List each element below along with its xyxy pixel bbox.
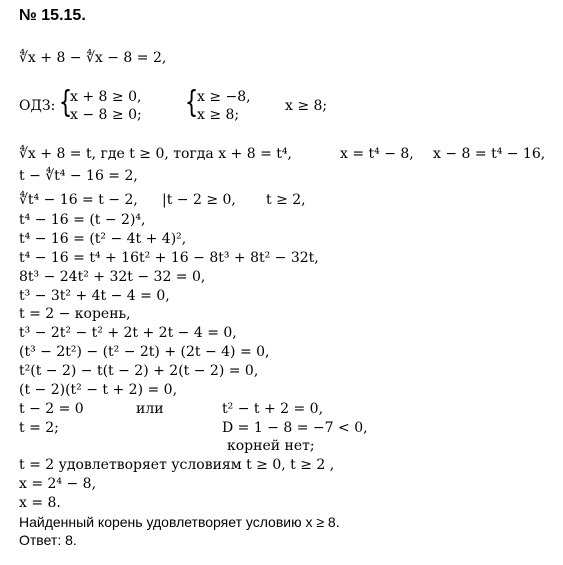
solution-line: (t − 2)(t² − t + 2) = 0, [19, 382, 178, 398]
odz-sys2-row2: x ≥ 8; [197, 107, 240, 123]
conclusion: Найденный корень удовлетворяет условию x ≥ 8. [19, 514, 340, 530]
solution-line: t − 2 = 0 [19, 401, 84, 417]
solution-line: x = 8. [19, 495, 61, 511]
equation: ∜x + 8 − ∜x − 8 = 2, [19, 50, 167, 66]
no-roots: корней нет; [227, 438, 315, 454]
odz-sys1-row1: x + 8 ≥ 0, [70, 89, 142, 105]
solution-line: t³ − 2t² − t² + 2t + 2t − 4 = 0, [19, 325, 237, 341]
solution-line: t²(t − 2) − t(t − 2) + 2(t − 2) = 0, [19, 363, 259, 379]
substitution-x-minus: x − 8 = t⁴ − 16, [433, 146, 546, 162]
odz-sys1-row2: x − 8 ≥ 0; [70, 107, 142, 123]
condition-result: t ≥ 2, [266, 192, 306, 208]
solution-line: t = 2 − корень, [19, 306, 131, 322]
solution-line: t − ∜t⁴ − 16 = 2, [19, 168, 138, 184]
solution-line: t⁴ − 16 = t⁴ + 16t² + 16 − 8t³ + 8t² − 32t, [19, 250, 319, 266]
odz-sys2-row1: x ≥ −8, [197, 89, 251, 105]
solution-line: 8t³ − 24t² + 32t − 32 = 0, [19, 269, 206, 285]
problem-number: № 15.15. [19, 7, 86, 24]
solution-line: t = 2; [19, 420, 59, 436]
answer: Ответ: 8. [19, 532, 77, 548]
solution-line: (t³ − 2t²) − (t² − 2t) + (2t − 4) = 0, [19, 344, 270, 360]
solution-line: t⁴ − 16 = (t − 2)⁴, [19, 212, 146, 228]
odz-label: ОДЗ: [19, 98, 56, 114]
discriminant: D = 1 − 8 = −7 < 0, [222, 420, 368, 436]
quadratic: t² − t + 2 = 0, [222, 401, 324, 417]
solution-line: x = 2⁴ − 8, [19, 476, 97, 492]
odz-result: x ≥ 8; [285, 98, 328, 114]
solution-line: t³ − 3t² + 4t − 4 = 0, [19, 288, 170, 304]
substitution-x: x = t⁴ − 8, [340, 146, 414, 162]
solution-line: ∜t⁴ − 16 = t − 2, [19, 192, 138, 208]
system-brace-2: { [184, 85, 199, 120]
condition: |t − 2 ≥ 0, [162, 192, 236, 208]
or-word: или [136, 401, 164, 417]
solution-line: t⁴ − 16 = (t² − 4t + 4)², [19, 231, 187, 247]
solution-line: t = 2 удовлетворяет условиям t ≥ 0, t ≥ 2 , [19, 457, 335, 473]
system-brace-1: { [58, 85, 73, 120]
substitution-line: ∜x + 8 = t, где t ≥ 0, тогда x + 8 = t⁴, [19, 146, 292, 162]
